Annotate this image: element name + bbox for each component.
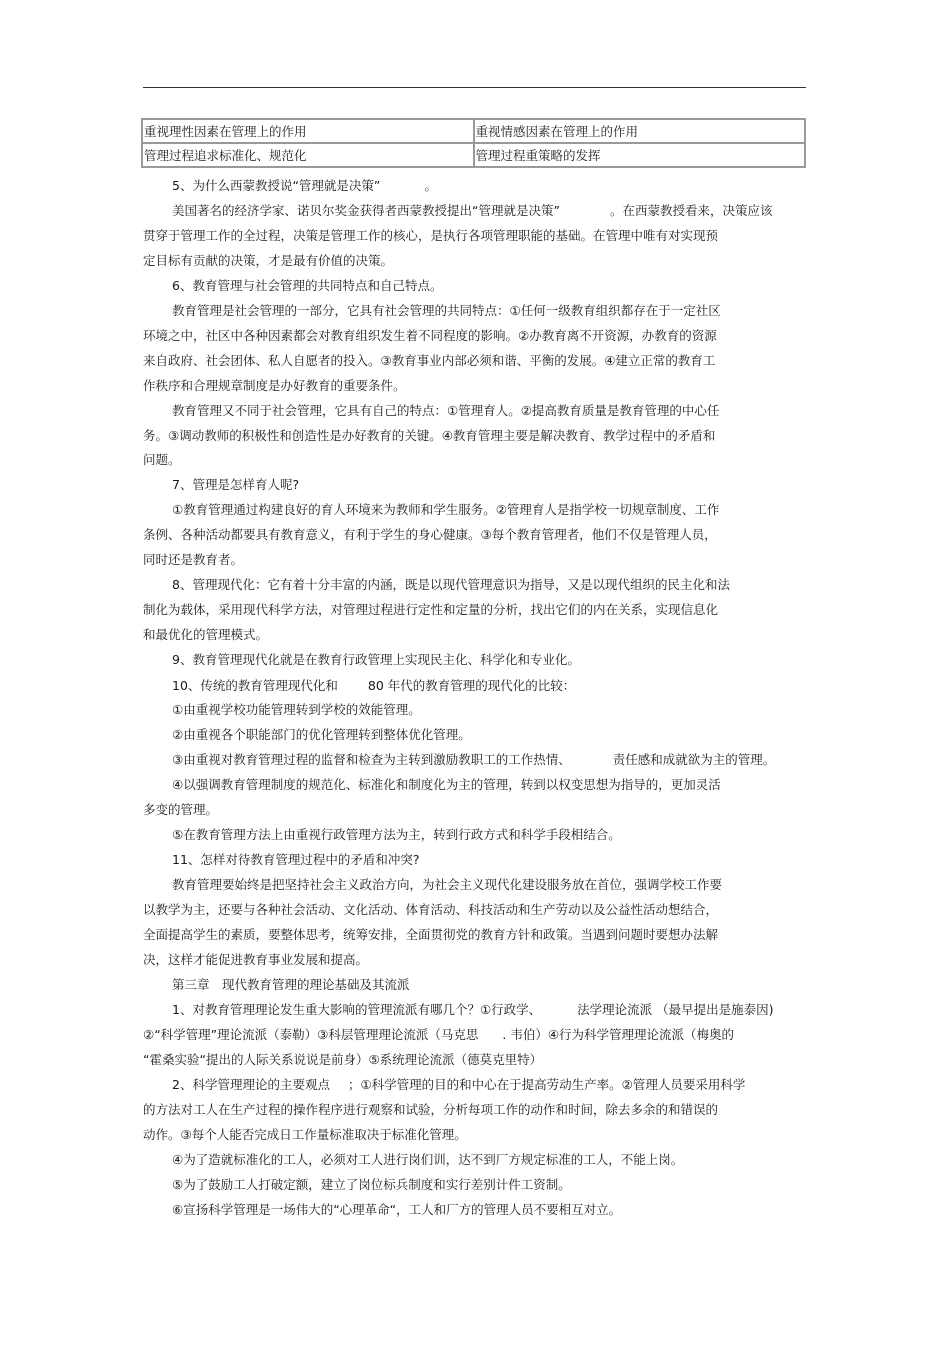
text-segment: ⑤为了鼓励工人打破定额，建立了岗位标兵制度和实行差别计件工资制。 xyxy=(172,1177,571,1192)
text-segment: 环境之中，社区中各种因素都会对教育组织发生着不同程度的影响。②办教育离不开资源，办教育的资源 xyxy=(143,328,717,343)
text-segment: 10、传统的教育管理现代化和 xyxy=(172,678,338,693)
text-segment: 教育管理是社会管理的一部分，它具有社会管理的共同特点：①任何一级教育组织都存在于一定社区 xyxy=(172,303,721,318)
table-cell: 重视理性因素在管理上的作用 xyxy=(142,119,474,143)
text-line xyxy=(172,1152,683,1168)
text-line xyxy=(172,877,722,893)
text-line xyxy=(143,428,715,444)
text-line xyxy=(172,652,580,668)
text-line xyxy=(172,178,437,194)
text-line xyxy=(172,852,420,868)
table-cell: 重视情感因素在管理上的作用 xyxy=(474,119,806,143)
text-segment: 制化为载体，采用现代科学方法，对管理过程进行定性和定量的分析，找出它们的内在关系，实现信息化 xyxy=(143,602,719,617)
text-segment: 教育管理又不同于社会管理，它具有自己的特点：①管理育人。②提高教育质量是教育管理的中心任 xyxy=(172,403,720,418)
table-row xyxy=(142,119,805,143)
text-line xyxy=(172,727,471,743)
text-segment: 美国著名的经济学家、诺贝尔奖金获得者西蒙教授提出“管理就是决策” xyxy=(172,203,560,218)
text-line xyxy=(143,602,718,618)
text-segment: . 韦伯）④行为科学管理理论流派（梅奥的 xyxy=(502,1027,735,1042)
text-segment: 同时还是教育者。 xyxy=(143,552,244,567)
text-line xyxy=(143,802,218,818)
text-segment: ①教育管理通过构建良好的育人环境来为教师和学生服务。②管理育人是指学校一切规章制度、工作 xyxy=(172,502,720,517)
text-segment: 法学理论流派 （最早提出是施泰因) xyxy=(577,1002,774,1017)
text-segment: ③由重视对教育管理过程的监督和检查为主转到激励教职工的工作热情、 xyxy=(172,752,571,767)
text-segment: 11、怎样对待教育管理过程中的矛盾和冲突? xyxy=(172,852,420,867)
text-line xyxy=(172,777,721,793)
text-segment: 全面提高学生的素质，要整体思考，统筹安排，全面贯彻党的教育方针和政策。当遇到问题时要想办法解 xyxy=(143,927,719,942)
text-segment: 问题。 xyxy=(143,452,181,467)
text-segment: 以教学为主，还要与各种社会活动、文化活动、体育活动、科技活动和生产劳动以及公益性活动想结合， xyxy=(143,902,719,917)
text-line xyxy=(143,902,718,918)
text-line xyxy=(143,328,717,344)
text-segment: 动作。③每个人能否完成日工作量标准取决于标准化管理。 xyxy=(143,1127,467,1142)
text-segment: 条例、各种活动都要具有教育意义，有利于学生的身心健康。③每个教育管理者，他们不仅是管理人员， xyxy=(143,527,717,542)
text-line xyxy=(143,1102,718,1118)
text-segment: 多变的管理。 xyxy=(143,802,219,817)
text-line xyxy=(143,952,368,968)
text-segment: 。在西蒙教授看来，决策应该 xyxy=(609,203,773,218)
text-segment: ④为了造就标准化的工人，必须对工人进行岗们训，达不到厂方规定标准的工人，不能上岗。 xyxy=(172,1152,684,1167)
text-line xyxy=(143,452,181,468)
text-line xyxy=(172,502,719,518)
text-segment: 作秩序和合理规章制度是办好教育的重要条件。 xyxy=(143,378,406,393)
text-segment: ⑤在教育管理方法上由重视行政管理方法为主，转到行政方式和科学手段相结合。 xyxy=(172,827,621,842)
text-line xyxy=(172,1077,745,1093)
text-segment: “霍桑实验“提出的人际关系说说是前身）⑤系统理论流派（德莫克里特） xyxy=(143,1052,543,1067)
text-segment: 。 xyxy=(424,178,437,193)
text-line xyxy=(172,827,621,843)
text-line xyxy=(143,927,718,943)
text-line xyxy=(172,977,410,993)
text-line xyxy=(172,1202,621,1218)
text-line xyxy=(172,403,719,419)
text-line xyxy=(172,477,299,493)
text-line xyxy=(172,678,575,694)
text-line xyxy=(143,627,268,643)
text-segment: 贯穿于管理工作的全过程，决策是管理工作的核心，是执行各项管理职能的基础。在管理中唯有对实现预 xyxy=(143,228,719,243)
text-segment: 7、管理是怎样育人呢? xyxy=(172,477,300,492)
text-line xyxy=(143,1027,734,1043)
text-line xyxy=(172,278,442,294)
text-segment: ②由重视各个职能部门的优化管理转到整体优化管理。 xyxy=(172,727,471,742)
text-segment: 第三章 现代教育管理的理论基础及其流派 xyxy=(172,977,410,992)
text-line xyxy=(143,1127,467,1143)
text-line xyxy=(143,253,393,269)
text-line xyxy=(143,353,715,369)
text-line xyxy=(172,752,775,768)
text-segment: 6、教育管理与社会管理的共同特点和自己特点。 xyxy=(172,278,443,293)
comparison-table xyxy=(141,118,806,168)
text-line xyxy=(172,203,772,219)
text-line xyxy=(172,303,721,319)
text-segment: ；①科学管理的目的和中心在于提高劳动生产率。②管理人员要采用科学 xyxy=(347,1077,746,1092)
table-cell: 管理过程追求标准化、规范化 xyxy=(142,143,474,167)
text-segment: 9、教育管理现代化就是在教育行政管理上实现民主化、科学化和专业化。 xyxy=(172,652,580,667)
text-segment: 责任感和成就欲为主的管理。 xyxy=(612,752,776,767)
text-line xyxy=(143,552,243,568)
text-segment: 教育管理要始终是把坚持社会主义政治方向，为社会主义现代化建设服务放在首位，强调学校工作要 xyxy=(172,877,723,892)
text-segment: 定目标有贡献的决策，才是最有价值的决策。 xyxy=(143,253,394,268)
text-segment: ①由重视学校功能管理转到学校的效能管理。 xyxy=(172,702,421,717)
text-line xyxy=(172,1002,774,1018)
text-line xyxy=(172,1177,571,1193)
text-segment: ②“科学管理”理论流派（泰勒）③科层管理理论流派（马克思 xyxy=(143,1027,479,1042)
text-segment: 决，这样才能促进教育事业发展和提高。 xyxy=(143,952,369,967)
text-line xyxy=(143,378,406,394)
text-segment: 80 年代的教育管理的现代化的比较： xyxy=(367,678,576,693)
text-line xyxy=(143,527,717,543)
text-segment: 1、对教育管理理论发生重大影响的管理流派有哪几个？①行政学、 xyxy=(172,1002,542,1017)
header-rule xyxy=(143,87,806,88)
text-segment: 8、管理现代化：它有着十分丰富的内涵，既是以现代管理意识为指导，又是以现代组织的民主化和法 xyxy=(172,577,730,592)
text-segment: 2、科学管理理论的主要观点 xyxy=(172,1077,330,1092)
text-line xyxy=(143,228,718,244)
table-row xyxy=(142,143,805,167)
text-segment: 务。③调动教师的积极性和创造性是办好教育的关键。④教育管理主要是解决教育、教学过程中的矛盾和 xyxy=(143,428,716,443)
text-line xyxy=(172,702,421,718)
text-segment: 和最优化的管理模式。 xyxy=(143,627,269,642)
text-segment: 来自政府、社会团体、私人自愿者的投入。③教育事业内部必须和谐、平衡的发展。④建立正常的教育工 xyxy=(143,353,716,368)
text-segment: 5、为什么西蒙教授说“管理就是决策” xyxy=(172,178,381,193)
text-segment: 的方法对工人在生产过程的操作程序进行观察和试验，分析每项工作的动作和时间，除去多余的和错误的 xyxy=(143,1102,719,1117)
text-line xyxy=(143,1052,542,1068)
text-segment: ⑥宣扬科学管理是一场伟大的“心理革命“，工人和厂方的管理人员不要相互对立。 xyxy=(172,1202,622,1217)
table-cell: 管理过程重策略的发挥 xyxy=(474,143,806,167)
text-line xyxy=(172,577,730,593)
text-segment: ④以强调教育管理制度的规范化、标准化和制度化为主的管理，转到以权变思想为指导的，更加灵活 xyxy=(172,777,721,792)
